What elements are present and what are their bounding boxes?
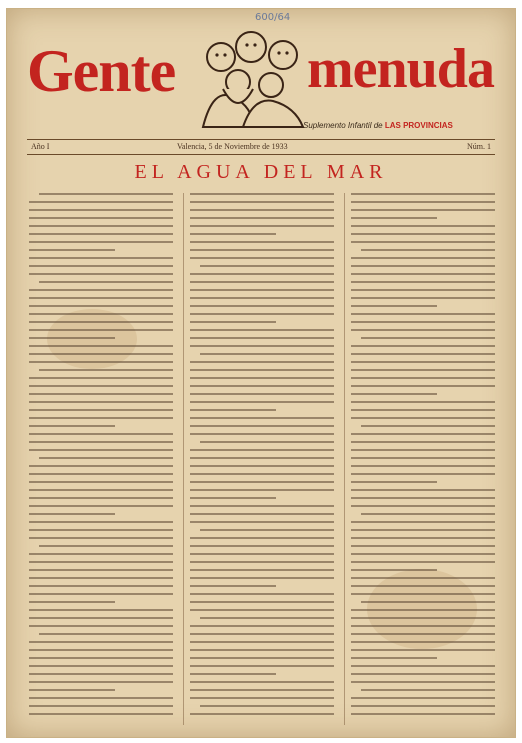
illegible-text-line bbox=[190, 473, 334, 475]
illegible-text-line bbox=[351, 353, 495, 355]
illegible-text-line bbox=[351, 369, 495, 371]
illegible-text-line bbox=[29, 225, 173, 227]
illegible-text-line bbox=[190, 241, 334, 243]
illegible-text-line bbox=[29, 697, 173, 699]
illegible-text-line bbox=[190, 505, 334, 507]
illegible-text-line bbox=[351, 409, 495, 411]
illegible-text-line bbox=[29, 345, 173, 347]
illegible-text-line bbox=[29, 449, 173, 451]
illegible-text-line bbox=[29, 313, 173, 315]
illegible-text-line bbox=[200, 529, 334, 531]
illegible-text-line bbox=[29, 497, 173, 499]
illegible-text-line bbox=[29, 713, 173, 715]
illegible-text-line bbox=[29, 609, 173, 611]
illegible-text-line bbox=[29, 401, 173, 403]
illegible-text-line bbox=[190, 697, 334, 699]
illegible-text-line bbox=[190, 537, 334, 539]
illegible-text-line bbox=[190, 601, 334, 603]
illegible-text-line bbox=[200, 265, 334, 267]
illegible-text-line bbox=[190, 633, 334, 635]
illegible-text-line bbox=[351, 225, 495, 227]
illegible-text-line bbox=[190, 593, 334, 595]
illegible-text-line bbox=[351, 641, 495, 643]
illegible-text-line bbox=[351, 329, 495, 331]
illegible-text-line bbox=[29, 329, 173, 331]
illegible-text-line bbox=[361, 601, 495, 603]
illegible-text-line bbox=[29, 273, 173, 275]
illegible-text-line bbox=[190, 673, 276, 675]
illegible-text-line bbox=[351, 625, 495, 627]
text-column-2 bbox=[190, 193, 334, 725]
illegible-text-line bbox=[190, 281, 334, 283]
illegible-text-line bbox=[190, 321, 276, 323]
illegible-text-line bbox=[190, 585, 276, 587]
illegible-text-line bbox=[190, 649, 334, 651]
illegible-text-line bbox=[190, 273, 334, 275]
newspaper-page bbox=[6, 8, 516, 738]
illegible-text-line bbox=[351, 433, 495, 435]
column-divider bbox=[344, 193, 345, 725]
illegible-text-line bbox=[29, 649, 173, 651]
illegible-text-line bbox=[29, 353, 173, 355]
illegible-text-line bbox=[29, 561, 173, 563]
illegible-text-line bbox=[351, 257, 495, 259]
illegible-text-line bbox=[29, 409, 173, 411]
illegible-text-line bbox=[361, 337, 495, 339]
illegible-text-line bbox=[351, 489, 495, 491]
illegible-text-line bbox=[190, 449, 334, 451]
illegible-text-line bbox=[29, 553, 173, 555]
illegible-text-line bbox=[190, 313, 334, 315]
illegible-text-line bbox=[351, 241, 495, 243]
illegible-text-line bbox=[190, 401, 334, 403]
illegible-text-line bbox=[351, 545, 495, 547]
illegible-text-line bbox=[190, 209, 334, 211]
illegible-text-line bbox=[190, 481, 334, 483]
illegible-text-line bbox=[351, 537, 495, 539]
illegible-text-line bbox=[29, 577, 173, 579]
illegible-text-line bbox=[351, 217, 437, 219]
illegible-text-line bbox=[351, 609, 495, 611]
column-divider bbox=[183, 193, 184, 725]
illegible-text-line bbox=[190, 297, 334, 299]
illegible-text-line bbox=[190, 257, 334, 259]
illegible-text-line bbox=[361, 513, 495, 515]
illegible-text-line bbox=[351, 617, 495, 619]
illegible-text-line bbox=[351, 385, 495, 387]
illegible-text-line bbox=[190, 657, 334, 659]
illegible-text-line bbox=[29, 465, 173, 467]
illegible-text-line bbox=[29, 481, 173, 483]
illegible-text-line bbox=[29, 289, 173, 291]
issue-info-bar bbox=[27, 139, 495, 155]
illegible-text-line bbox=[190, 625, 334, 627]
illegible-text-line bbox=[351, 681, 495, 683]
issue-year: Año I bbox=[31, 142, 50, 151]
illegible-text-line bbox=[351, 401, 495, 403]
illegible-text-line bbox=[29, 321, 173, 323]
illegible-text-line bbox=[351, 209, 495, 211]
illegible-text-line bbox=[351, 193, 495, 195]
illegible-text-line bbox=[190, 641, 334, 643]
illegible-text-line bbox=[190, 497, 276, 499]
illegible-text-line bbox=[351, 281, 495, 283]
illegible-text-line bbox=[29, 217, 173, 219]
illegible-text-line bbox=[351, 273, 495, 275]
illegible-text-line bbox=[29, 489, 173, 491]
article-headline: EL AGUA DEL MAR bbox=[134, 161, 388, 183]
illegible-text-line bbox=[190, 217, 334, 219]
illegible-text-line bbox=[29, 705, 173, 707]
supplement-prefix: Suplemento Infantil de bbox=[303, 121, 383, 130]
illegible-text-line bbox=[29, 657, 173, 659]
illegible-text-line bbox=[29, 585, 173, 587]
illegible-text-line bbox=[39, 369, 173, 371]
illegible-text-line bbox=[29, 617, 173, 619]
illegible-text-line bbox=[29, 569, 173, 571]
illegible-text-line bbox=[190, 345, 334, 347]
illegible-text-line bbox=[29, 361, 173, 363]
illegible-text-line bbox=[351, 673, 495, 675]
illegible-text-line bbox=[39, 281, 173, 283]
illegible-text-line bbox=[29, 393, 173, 395]
illegible-text-line bbox=[190, 433, 334, 435]
illegible-text-line bbox=[361, 249, 495, 251]
illegible-text-line bbox=[29, 673, 173, 675]
illegible-text-line bbox=[351, 465, 495, 467]
illegible-text-line bbox=[190, 561, 334, 563]
illegible-text-line bbox=[351, 265, 495, 267]
illegible-text-line bbox=[190, 193, 334, 195]
illegible-text-line bbox=[29, 681, 173, 683]
illegible-text-line bbox=[351, 633, 495, 635]
illegible-text-line bbox=[29, 593, 173, 595]
illegible-text-line bbox=[351, 457, 495, 459]
illegible-text-line bbox=[190, 377, 334, 379]
illegible-text-line bbox=[190, 249, 334, 251]
illegible-text-line bbox=[190, 233, 276, 235]
illegible-text-line bbox=[29, 257, 173, 259]
issue-date: Valencia, 5 de Noviembre de 1933 bbox=[177, 142, 288, 151]
illegible-text-line bbox=[351, 417, 495, 419]
illegible-text-line bbox=[190, 569, 334, 571]
illegible-text-line bbox=[200, 617, 334, 619]
illegible-text-line bbox=[29, 265, 173, 267]
illegible-text-line bbox=[29, 529, 173, 531]
illegible-text-line bbox=[39, 457, 173, 459]
supplement-brand: LAS PROVINCIAS bbox=[384, 121, 453, 130]
illegible-text-line bbox=[190, 689, 334, 691]
illegible-text-line bbox=[351, 561, 495, 563]
illegible-text-line bbox=[190, 393, 334, 395]
illegible-text-line bbox=[29, 297, 173, 299]
illegible-text-line bbox=[29, 441, 173, 443]
illegible-text-line bbox=[190, 369, 334, 371]
illegible-text-line bbox=[351, 289, 495, 291]
illegible-text-line bbox=[29, 473, 173, 475]
illegible-text-line bbox=[351, 345, 495, 347]
illegible-text-line bbox=[351, 321, 495, 323]
illegible-text-line bbox=[29, 241, 173, 243]
illegible-text-line bbox=[190, 545, 334, 547]
illegible-text-line bbox=[190, 361, 334, 363]
illegible-text-line bbox=[200, 441, 334, 443]
illegible-text-line bbox=[351, 505, 495, 507]
illegible-text-line bbox=[351, 201, 495, 203]
article-body bbox=[29, 193, 495, 725]
illegible-text-line bbox=[29, 513, 115, 515]
masthead bbox=[7, 27, 515, 145]
illegible-text-line bbox=[351, 665, 495, 667]
illegible-text-line bbox=[351, 569, 437, 571]
illegible-text-line bbox=[190, 457, 334, 459]
illegible-text-line bbox=[351, 441, 495, 443]
illegible-text-line bbox=[39, 633, 173, 635]
illegible-text-line bbox=[351, 473, 495, 475]
illegible-text-line bbox=[351, 577, 495, 579]
handwritten-note: 600/64 bbox=[255, 12, 291, 23]
illegible-text-line bbox=[190, 417, 334, 419]
illegible-text-line bbox=[29, 625, 173, 627]
illegible-text-line bbox=[190, 609, 334, 611]
illegible-text-line bbox=[351, 521, 495, 523]
illegible-text-line bbox=[200, 705, 334, 707]
illegible-text-line bbox=[351, 649, 495, 651]
illegible-text-line bbox=[39, 545, 173, 547]
illegible-text-line bbox=[351, 377, 495, 379]
illegible-text-line bbox=[29, 521, 173, 523]
illegible-text-line bbox=[351, 553, 495, 555]
illegible-text-line bbox=[190, 225, 334, 227]
illegible-text-line bbox=[29, 417, 173, 419]
title-menuda: menuda bbox=[307, 38, 494, 100]
illegible-text-line bbox=[351, 233, 495, 235]
illegible-text-line bbox=[351, 657, 437, 659]
illegible-text-line bbox=[190, 489, 334, 491]
illegible-text-line bbox=[190, 465, 334, 467]
illegible-text-line bbox=[29, 601, 115, 603]
illegible-text-line bbox=[190, 305, 334, 307]
illegible-text-line bbox=[351, 305, 437, 307]
illegible-text-line bbox=[351, 481, 437, 483]
illegible-text-line bbox=[190, 513, 334, 515]
illegible-text-line bbox=[190, 201, 334, 203]
illegible-text-line bbox=[29, 201, 173, 203]
illegible-text-line bbox=[29, 305, 173, 307]
illegible-text-line bbox=[190, 681, 334, 683]
illegible-text-line bbox=[29, 233, 173, 235]
illegible-text-line bbox=[190, 289, 334, 291]
illegible-text-line bbox=[190, 553, 334, 555]
illegible-text-line bbox=[29, 641, 173, 643]
title-gente: Gente bbox=[27, 38, 176, 104]
illegible-text-line bbox=[190, 713, 334, 715]
text-column-3 bbox=[351, 193, 495, 725]
illegible-text-line bbox=[351, 705, 495, 707]
illegible-text-line bbox=[29, 209, 173, 211]
illegible-text-line bbox=[190, 385, 334, 387]
illegible-text-line bbox=[190, 521, 334, 523]
illegible-text-line bbox=[351, 585, 495, 587]
illegible-text-line bbox=[190, 409, 276, 411]
children-group-illustration bbox=[193, 27, 313, 137]
illegible-text-line bbox=[29, 665, 173, 667]
illegible-text-line bbox=[29, 337, 115, 339]
issue-number: Núm. 1 bbox=[467, 142, 491, 151]
illegible-text-line bbox=[351, 713, 495, 715]
illegible-text-line bbox=[351, 393, 437, 395]
illegible-text-line bbox=[29, 385, 173, 387]
supplement-line bbox=[303, 121, 453, 130]
illegible-text-line bbox=[39, 193, 173, 195]
illegible-text-line bbox=[351, 449, 495, 451]
illegible-text-line bbox=[361, 425, 495, 427]
illegible-text-line bbox=[29, 689, 115, 691]
illegible-text-line bbox=[29, 425, 115, 427]
illegible-text-line bbox=[190, 577, 334, 579]
illegible-text-line bbox=[29, 505, 173, 507]
illegible-text-line bbox=[351, 529, 495, 531]
illegible-text-line bbox=[190, 665, 334, 667]
text-column-1 bbox=[29, 193, 173, 725]
illegible-text-line bbox=[361, 689, 495, 691]
illegible-text-line bbox=[190, 329, 334, 331]
illegible-text-line bbox=[351, 313, 495, 315]
illegible-text-line bbox=[29, 377, 173, 379]
illegible-text-line bbox=[351, 297, 495, 299]
illegible-text-line bbox=[29, 537, 173, 539]
illegible-text-line bbox=[190, 425, 334, 427]
illegible-text-line bbox=[200, 353, 334, 355]
illegible-text-line bbox=[351, 697, 495, 699]
illegible-text-line bbox=[29, 249, 115, 251]
illegible-text-line bbox=[351, 497, 495, 499]
illegible-text-line bbox=[29, 433, 173, 435]
illegible-text-line bbox=[351, 593, 495, 595]
illegible-text-line bbox=[351, 361, 495, 363]
illegible-text-line bbox=[190, 337, 334, 339]
